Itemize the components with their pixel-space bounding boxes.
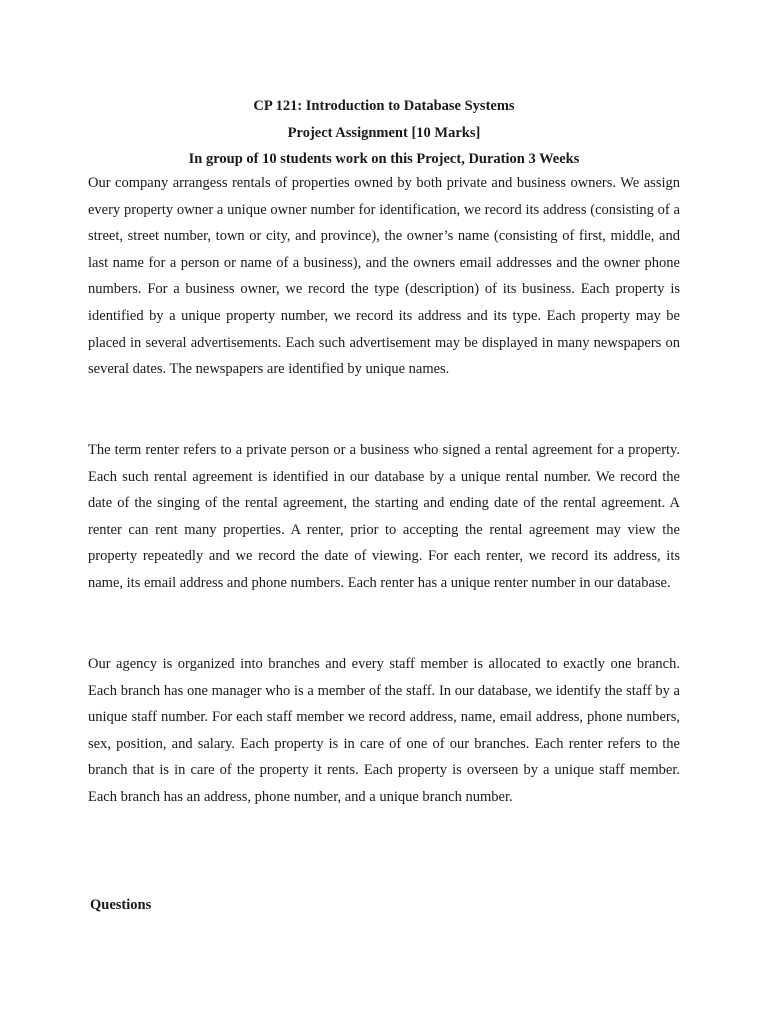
group-info: In group of 10 students work on this Project, Duration 3 Weeks [188, 151, 580, 167]
course-title: CP 121: Introduction to Database Systems [253, 98, 515, 114]
document-header [88, 93, 680, 173]
paragraph-branches-staff: Our agency is organized into branches and every staff member is allocated to exactly one branch. Each branch has one manager who is a member of the staff. In our database, we identify the staff by a unique staff number. For each staff member we record address, name, email address, phone numbers, sex, position, and salary. Each property is in care of one of our branches. Each renter refers to the branch that is in care of the property it rents. Each property is overseen by a unique staff member. Each branch has an address, phone number, and a unique branch number. [88, 656, 680, 805]
assignment-title: Project Assignment [10 Marks] [287, 124, 481, 141]
paragraph-renters: The term renter refers to a private person or a business who signed a rental agreement for a property. Each such rental agreement is identified in our database by a unique rental number. We record the date of the singing of the rental agreement, the starting and ending date of the rental agreement. A renter can rent many properties. A renter, prior to accepting the rental agreement may view the property repeatedly and we record the date of viewing. For each renter, we record its address, its name, its email address and phone numbers. Each renter has a unique renter number in our database. [88, 442, 680, 591]
questions-heading: Questions [90, 897, 152, 913]
paragraph-property-owners: Our company arrangess rentals of properties owned by both private and business owners. We assign every property owner a unique owner number for identification, we record its address (consisting of a street, street number, town or city, and province), the owner’s name (consisting of first, middle, and last name for a person or name of a business), and the owners email addresses and the owner phone numbers. For a business owner, we record the type (description) of its business. Each property is identified by a unique property number, we record its address and its type. Each property may be placed in several advertisements. Each such advertisement may be displayed in many newspapers on several dates. The newspapers are identified by unique names. [88, 175, 680, 378]
